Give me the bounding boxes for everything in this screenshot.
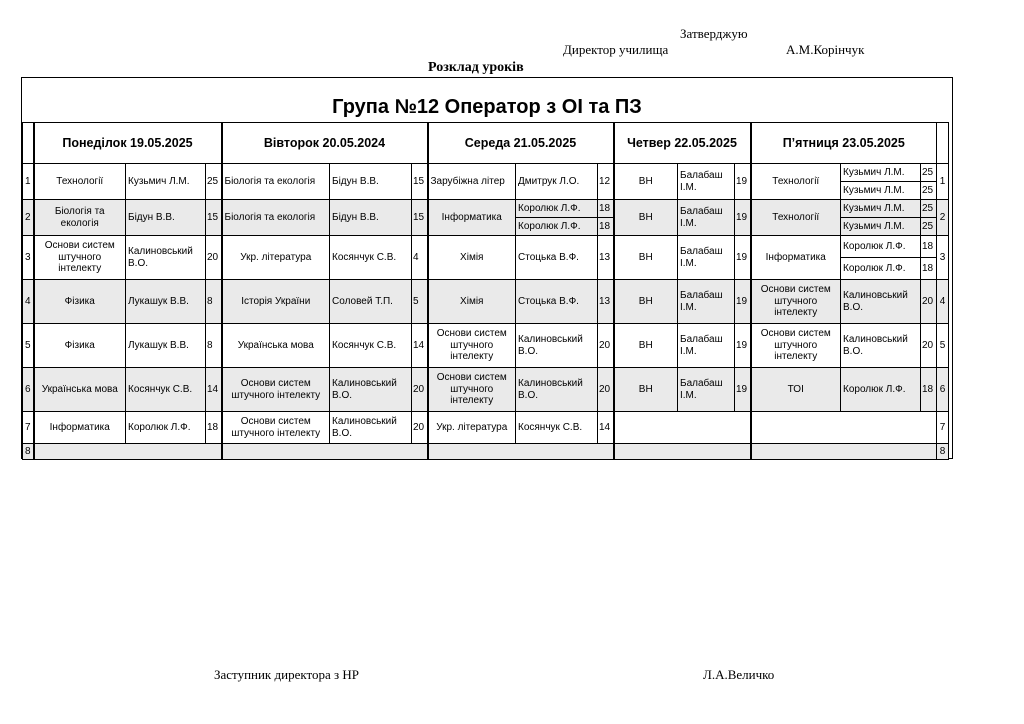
lesson-number: 2 xyxy=(23,200,34,236)
teacher-cell: Балабаш І.М. xyxy=(678,324,735,368)
lesson-row xyxy=(23,444,949,460)
subject-cell: Біологія та екологія xyxy=(34,200,126,236)
lesson-row xyxy=(23,164,949,182)
day-header-monday: Понеділок 19.05.2025 xyxy=(34,123,222,164)
empty-cell xyxy=(614,444,751,460)
approve-label: Затверджую xyxy=(680,26,748,41)
room-cell: 19 xyxy=(735,236,751,280)
teacher-cell: Калиновський В.О. xyxy=(330,368,412,412)
room-cell: 18 xyxy=(921,258,937,280)
subject-cell: ВН xyxy=(614,368,678,412)
room-cell: 20 xyxy=(206,236,222,280)
room-cell: 15 xyxy=(412,200,428,236)
room-cell: 18 xyxy=(206,412,222,444)
teacher-cell: Калиновський В.О. xyxy=(841,324,921,368)
lesson-number: 2 xyxy=(937,200,949,236)
day-header-friday: П’ятниця 23.05.2025 xyxy=(751,123,937,164)
lesson-row xyxy=(23,236,949,258)
teacher-cell: Стоцька В.Ф. xyxy=(516,236,598,280)
director-name: А.М.Корінчук xyxy=(786,42,865,57)
room-cell: 20 xyxy=(412,368,428,412)
subject-cell: Українська мова xyxy=(34,368,126,412)
subject-cell: Основи систем штучного інтелекту xyxy=(751,324,841,368)
room-cell: 20 xyxy=(921,324,937,368)
empty-cell xyxy=(751,444,937,460)
teacher-cell: Бідун В.В. xyxy=(330,164,412,200)
empty-cell xyxy=(751,412,937,444)
subject-cell: Основи систем штучного інтелекту xyxy=(428,368,516,412)
teacher-cell: Балабаш І.М. xyxy=(678,236,735,280)
room-cell: 8 xyxy=(206,280,222,324)
subject-cell: Технології xyxy=(751,200,841,236)
room-cell: 12 xyxy=(598,164,614,200)
room-cell: 25 xyxy=(921,200,937,218)
teacher-cell: Калиновський В.О. xyxy=(126,236,206,280)
day-header-thursday: Четвер 22.05.2025 xyxy=(614,123,751,164)
subject-cell: Інформатика xyxy=(34,412,126,444)
deputy-label: Заступник директора з НР xyxy=(214,667,360,682)
lesson-number: 4 xyxy=(937,280,949,324)
lesson-number: 8 xyxy=(937,444,949,460)
room-cell: 15 xyxy=(206,200,222,236)
day-header-tuesday: Вівторок 20.05.2024 xyxy=(222,123,428,164)
lesson-number: 6 xyxy=(23,368,34,412)
room-cell: 8 xyxy=(206,324,222,368)
lesson-row xyxy=(23,280,949,324)
teacher-cell: Кузьмич Л.М. xyxy=(126,164,206,200)
lesson-number: 3 xyxy=(23,236,34,280)
subject-cell: Основи систем штучного інтелекту xyxy=(751,280,841,324)
subject-cell: ВН xyxy=(614,236,678,280)
day-header-row xyxy=(23,123,949,164)
subject-cell: ТОІ xyxy=(751,368,841,412)
teacher-cell: Королюк Л.Ф. xyxy=(126,412,206,444)
teacher-cell: Бідун В.В. xyxy=(126,200,206,236)
teacher-cell: Лукашук В.В. xyxy=(126,280,206,324)
room-cell: 18 xyxy=(921,236,937,258)
room-cell: 13 xyxy=(598,280,614,324)
subject-cell: Історія України xyxy=(222,280,330,324)
room-cell: 4 xyxy=(412,236,428,280)
room-cell: 18 xyxy=(598,218,614,236)
teacher-cell: Королюк Л.Ф. xyxy=(841,236,921,258)
room-cell: 5 xyxy=(412,280,428,324)
teacher-cell: Балабаш І.М. xyxy=(678,368,735,412)
day-header-wednesday: Середа 21.05.2025 xyxy=(428,123,614,164)
subject-cell: ВН xyxy=(614,280,678,324)
schedule-table xyxy=(22,122,949,460)
room-cell: 25 xyxy=(921,218,937,236)
room-cell: 18 xyxy=(921,368,937,412)
subject-cell: Основи систем штучного інтелекту xyxy=(222,412,330,444)
room-cell: 18 xyxy=(598,200,614,218)
lesson-number: 6 xyxy=(937,368,949,412)
teacher-cell: Балабаш І.М. xyxy=(678,280,735,324)
subject-cell: Фізика xyxy=(34,324,126,368)
teacher-cell: Кузьмич Л.М. xyxy=(841,164,921,182)
room-cell: 25 xyxy=(921,164,937,182)
empty-cell xyxy=(428,444,614,460)
teacher-cell: Кузьмич Л.М. xyxy=(841,200,921,218)
lesson-number: 3 xyxy=(937,236,949,280)
teacher-cell: Бідун В.В. xyxy=(330,200,412,236)
subject-cell: Хімія xyxy=(428,236,516,280)
teacher-cell: Косянчук С.В. xyxy=(126,368,206,412)
corner-cell xyxy=(23,123,34,164)
lesson-number: 1 xyxy=(23,164,34,200)
corner-cell xyxy=(937,123,949,164)
teacher-cell: Кузьмич Л.М. xyxy=(841,218,921,236)
subject-cell: ВН xyxy=(614,324,678,368)
teacher-cell: Балабаш І.М. xyxy=(678,200,735,236)
subject-cell: ВН xyxy=(614,200,678,236)
teacher-cell: Калиновський В.О. xyxy=(841,280,921,324)
teacher-cell: Королюк Л.Ф. xyxy=(516,200,598,218)
teacher-cell: Калиновський В.О. xyxy=(516,324,598,368)
room-cell: 14 xyxy=(412,324,428,368)
lesson-row xyxy=(23,324,949,368)
lesson-number: 5 xyxy=(23,324,34,368)
teacher-cell: Калиновський В.О. xyxy=(330,412,412,444)
teacher-cell: Дмитрук Л.О. xyxy=(516,164,598,200)
room-cell: 25 xyxy=(206,164,222,200)
subject-cell: Інформатика xyxy=(751,236,841,280)
teacher-cell: Косянчук С.В. xyxy=(330,236,412,280)
teacher-cell: Кузьмич Л.М. xyxy=(841,182,921,200)
room-cell: 20 xyxy=(921,280,937,324)
empty-cell xyxy=(34,444,222,460)
subject-cell: Основи систем штучного інтелекту xyxy=(428,324,516,368)
teacher-cell: Королюк Л.Ф. xyxy=(841,368,921,412)
subject-cell: Основи систем штучного інтелекту xyxy=(34,236,126,280)
subject-cell: Біологія та екологія xyxy=(222,200,330,236)
room-cell: 20 xyxy=(598,368,614,412)
lesson-number: 1 xyxy=(937,164,949,200)
room-cell: 19 xyxy=(735,200,751,236)
empty-cell xyxy=(614,412,751,444)
deputy-name: Л.А.Величко xyxy=(703,667,775,682)
teacher-cell: Соловей Т.П. xyxy=(330,280,412,324)
teacher-cell: Косянчук С.В. xyxy=(330,324,412,368)
subject-cell: Українська мова xyxy=(222,324,330,368)
lesson-number: 7 xyxy=(937,412,949,444)
room-cell: 20 xyxy=(598,324,614,368)
room-cell: 15 xyxy=(412,164,428,200)
subject-cell: Укр. література xyxy=(222,236,330,280)
subject-cell: Хімія xyxy=(428,280,516,324)
teacher-cell: Королюк Л.Ф. xyxy=(841,258,921,280)
room-cell: 19 xyxy=(735,324,751,368)
subject-cell: Інформатика xyxy=(428,200,516,236)
teacher-cell: Стоцька В.Ф. xyxy=(516,280,598,324)
subject-cell: Укр. література xyxy=(428,412,516,444)
lesson-row xyxy=(23,200,949,218)
group-title: Група №12 Оператор з ОІ та ПЗ xyxy=(332,96,642,118)
teacher-cell: Королюк Л.Ф. xyxy=(516,218,598,236)
lesson-number: 5 xyxy=(937,324,949,368)
teacher-cell: Косянчук С.В. xyxy=(516,412,598,444)
subject-cell: Технології xyxy=(34,164,126,200)
lesson-row xyxy=(23,368,949,412)
schedule-sheet xyxy=(21,77,953,459)
teacher-cell: Калиновський В.О. xyxy=(516,368,598,412)
room-cell: 13 xyxy=(598,236,614,280)
subject-cell: Біологія та екологія xyxy=(222,164,330,200)
subject-cell: ВН xyxy=(614,164,678,200)
lesson-number: 4 xyxy=(23,280,34,324)
empty-cell xyxy=(222,444,428,460)
room-cell: 14 xyxy=(206,368,222,412)
room-cell: 19 xyxy=(735,280,751,324)
room-cell: 19 xyxy=(735,164,751,200)
room-cell: 20 xyxy=(412,412,428,444)
director-label: Директор училища xyxy=(563,42,669,57)
lesson-row xyxy=(23,412,949,444)
lesson-number: 8 xyxy=(23,444,34,460)
subject-cell: Зарубіжна літер xyxy=(428,164,516,200)
subject-cell: Технології xyxy=(751,164,841,200)
teacher-cell: Балабаш І.М. xyxy=(678,164,735,200)
room-cell: 25 xyxy=(921,182,937,200)
subject-cell: Фізика xyxy=(34,280,126,324)
teacher-cell: Лукашук В.В. xyxy=(126,324,206,368)
lesson-number: 7 xyxy=(23,412,34,444)
subject-cell: Основи систем штучного інтелекту xyxy=(222,368,330,412)
room-cell: 14 xyxy=(598,412,614,444)
room-cell: 19 xyxy=(735,368,751,412)
schedule-title: Розклад уроків xyxy=(428,60,524,75)
